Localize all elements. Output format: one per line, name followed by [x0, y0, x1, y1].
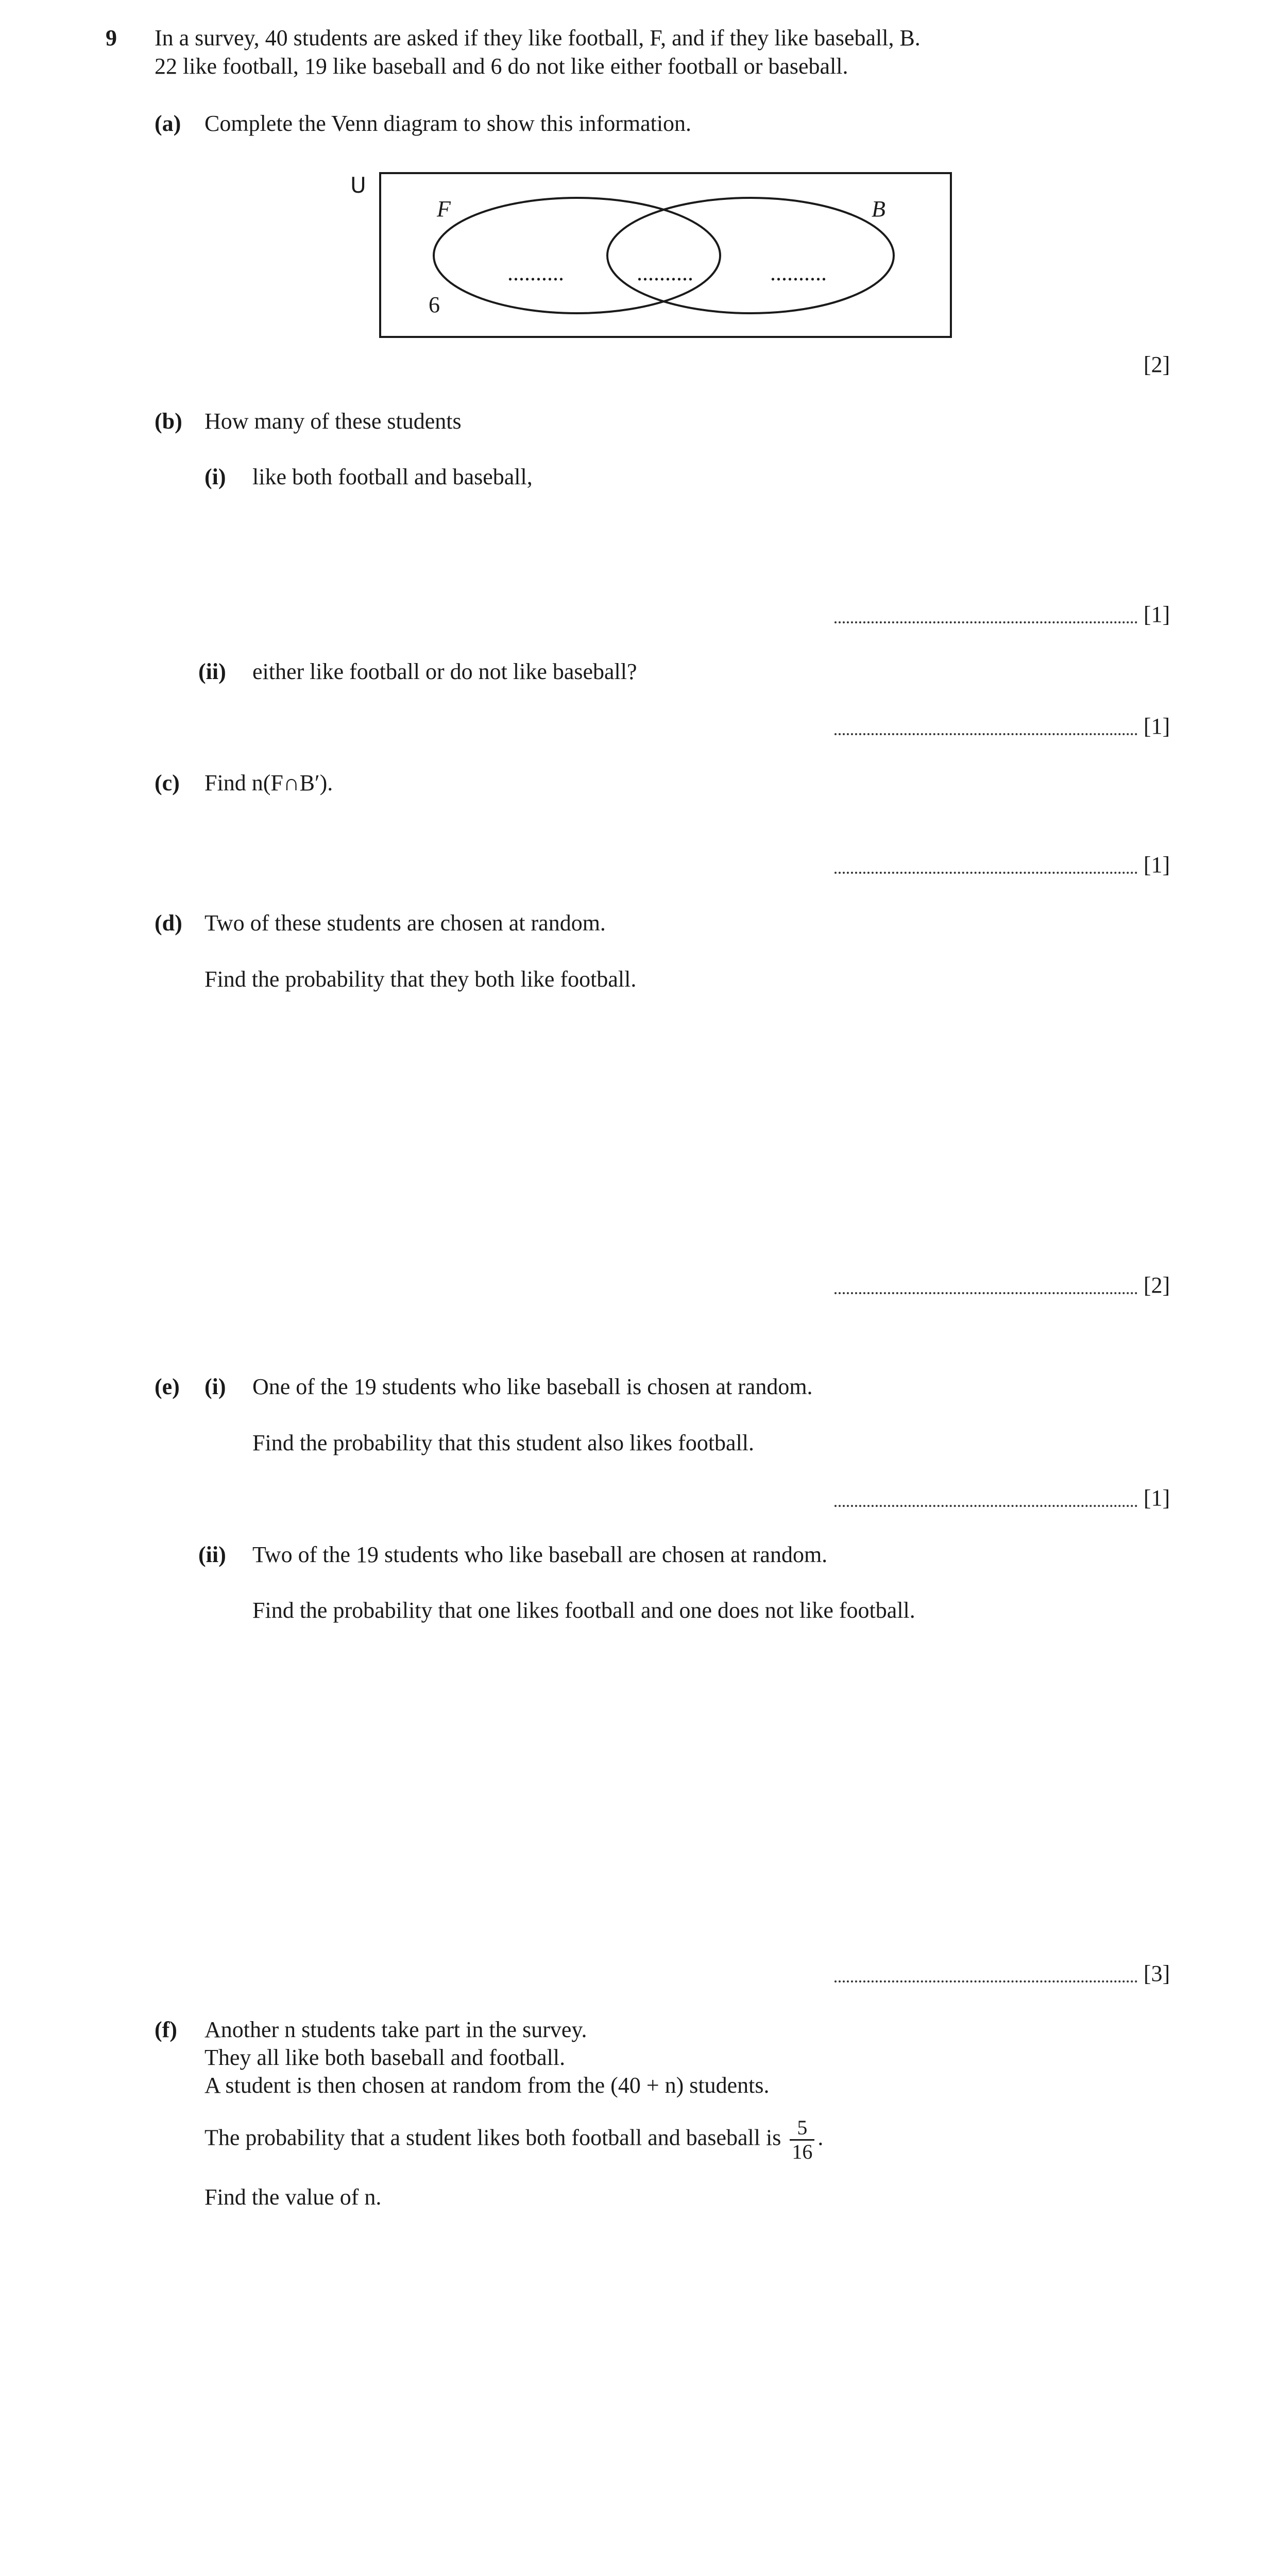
part-d-answer-line[interactable]: [834, 1292, 1137, 1294]
part-c-marks: [1]: [1144, 852, 1170, 877]
part-f-probability-statement: The probability that a student likes both football and baseball is $\frac{5}{16}$ .: [205, 2116, 824, 2163]
part-a-marks: [2]: [1144, 352, 1170, 377]
part-a-label: (a): [155, 111, 181, 136]
part-f-line3: A student is then chosen at random from the (40 + n) students.: [205, 2073, 770, 2098]
set-f-ellipse: [434, 198, 720, 313]
part-b-ii-label: (ii): [198, 659, 226, 684]
part-e-i-text2: Find the probability that this student also likes football.: [252, 1430, 755, 1455]
question-number: 9: [106, 25, 117, 50]
set-b-label: B: [872, 196, 885, 222]
part-e-i-text1: One of the 19 students who like baseball is chosen at random.: [252, 1374, 813, 1399]
part-e-i-marks: [1]: [1144, 1485, 1170, 1511]
part-c-text: Find n(F∩B′).: [205, 770, 333, 795]
universal-set-symbol: U: [350, 173, 366, 198]
part-f-line5: Find the value of n.: [205, 2184, 382, 2210]
part-b-i-answer-line[interactable]: [834, 621, 1137, 623]
fraction-denominator: 16: [792, 2140, 813, 2163]
fraction-numerator: 5: [790, 2116, 814, 2141]
part-b-label: (b): [155, 409, 182, 434]
set-f-label: F: [437, 196, 451, 222]
universal-set-rectangle: [380, 173, 951, 337]
intersection-answer-space[interactable]: ..........: [637, 260, 693, 285]
part-e-ii-text2: Find the probability that one likes football and one does not like football.: [252, 1598, 915, 1623]
part-d-label: (d): [155, 910, 182, 936]
f-only-answer-space[interactable]: ..........: [507, 260, 564, 285]
part-f-line1: Another n students take part in the survey.: [205, 2017, 587, 2042]
part-e-i-label: (i): [205, 1374, 226, 1399]
part-b-i-marks: [1]: [1144, 602, 1170, 627]
part-b-i-label: (i): [205, 464, 226, 489]
set-b-ellipse: [607, 198, 894, 313]
part-b-ii-answer-line[interactable]: [834, 733, 1137, 735]
b-only-answer-space[interactable]: ..........: [770, 260, 827, 285]
part-b-ii-text: either like football or do not like baseball?: [252, 659, 637, 684]
part-b-text: How many of these students: [205, 409, 462, 434]
part-f-line2: They all like both baseball and football.: [205, 2045, 566, 2070]
part-e-i-answer-line[interactable]: [834, 1505, 1137, 1507]
venn-diagram-a-shapes: [0, 0, 1278, 361]
part-e-ii-text1: Two of the 19 students who like baseball are chosen at random.: [252, 1542, 828, 1567]
part-c-label: (c): [155, 770, 180, 795]
part-e-ii-label: (ii): [198, 1542, 226, 1567]
part-e-label: (e): [155, 1374, 180, 1399]
part-c-answer-line[interactable]: [834, 872, 1137, 874]
part-a-text: Complete the Venn diagram to show this information.: [205, 111, 692, 136]
part-f-label: (f): [155, 2017, 177, 2042]
question-intro-line1: In a survey, 40 students are asked if they like football, F, and if they like baseball, B.: [155, 25, 921, 50]
probability-fraction: [790, 2116, 814, 2163]
question-intro-line2: 22 like football, 19 like baseball and 6 do not like either football or baseball.: [155, 54, 848, 79]
part-e-ii-marks: [3]: [1144, 1961, 1170, 1986]
part-b-ii-marks: [1]: [1144, 714, 1170, 739]
outside-value: 6: [429, 292, 440, 317]
part-f-line4: The probability that a student likes both football and baseball is: [205, 2125, 781, 2150]
part-d-text1: Two of these students are chosen at random.: [205, 910, 606, 936]
part-e-ii-answer-line[interactable]: [834, 1980, 1137, 1982]
part-d-marks: [2]: [1144, 1273, 1170, 1298]
part-b-i-text: like both football and baseball,: [252, 464, 533, 489]
part-d-text2: Find the probability that they both like football.: [205, 967, 637, 992]
